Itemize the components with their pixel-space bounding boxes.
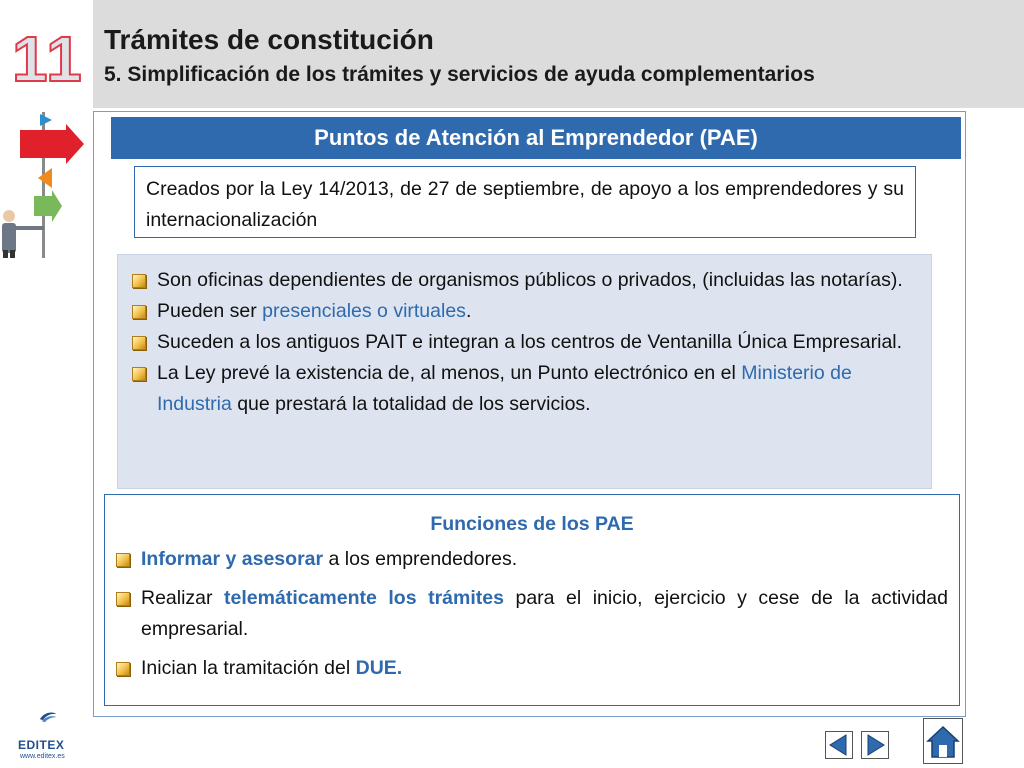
feature-text [157, 358, 917, 420]
feature-text [157, 296, 917, 327]
law-reference-box: Creados por la Ley 14/2013, de 27 de septiembre, de apoyo a los emprendedores y su internacionalización [134, 166, 916, 238]
function-text [141, 544, 948, 575]
house-icon [924, 719, 962, 763]
text-segment: Inician la tramitación del [141, 657, 356, 679]
list-item [132, 265, 917, 296]
text-segment: a los emprendedores. [323, 548, 518, 570]
page-subtitle: 5. Simplificación de los trámites y servicios de ayuda complementarios [104, 63, 815, 86]
prev-slide-button[interactable] [825, 731, 853, 759]
page-title: Trámites de constitución [104, 24, 434, 55]
text-segment: que prestará la totalidad de los servicios. [231, 393, 591, 415]
bold-text: telemáticamente los trámites [224, 587, 504, 609]
checkbox-bullet-icon [132, 274, 146, 288]
triangle-left-icon [826, 732, 852, 758]
feature-text: Suceden a los antiguos PAIT e integran a los centros de Ventanilla Única Empresarial. [157, 331, 903, 353]
pae-banner: Puntos de Atención al Emprendedor (PAE) [111, 117, 961, 159]
checkbox-bullet-icon [116, 662, 130, 676]
text-segment: para el inicio, ejercicio y cese de la actividad empresarial. [141, 587, 948, 640]
features-box [117, 254, 932, 489]
functions-title: Funciones de los PAE [430, 513, 634, 535]
function-text [141, 583, 948, 645]
list-item [132, 296, 917, 327]
bold-text: Informar y asesorar [141, 548, 324, 570]
checkbox-bullet-icon [116, 592, 130, 606]
checkbox-bullet-icon [132, 336, 146, 350]
text-segment: . [465, 300, 472, 322]
text-segment: La Ley prevé la existencia de, al menos, un Punto electrónico en el [157, 362, 742, 384]
editex-url: www.editex.es [20, 753, 65, 760]
checkbox-bullet-icon [116, 553, 130, 567]
triangle-right-icon [862, 732, 888, 758]
highlight-text: presenciales o virtuales [262, 300, 466, 322]
editex-logo-icon [18, 710, 78, 738]
functions-box [104, 494, 960, 706]
function-text [141, 653, 948, 684]
list-item [132, 327, 917, 358]
bold-text: DUE. [355, 657, 403, 679]
highlight-text: Ministerio de Industria [157, 362, 852, 415]
list-item [116, 544, 948, 575]
signpost-illustration-icon [0, 110, 92, 260]
list-item [132, 358, 917, 420]
feature-text: Son oficinas dependientes de organismos públicos o privados, (incluidas las notarías). [157, 269, 903, 291]
text-segment: Pueden ser [157, 300, 263, 322]
home-button[interactable] [923, 718, 963, 764]
next-slide-button[interactable] [861, 731, 889, 759]
text-segment: Realizar [141, 587, 225, 609]
list-item [116, 583, 948, 645]
checkbox-bullet-icon [132, 305, 146, 319]
chapter-number: 11 [12, 23, 84, 95]
checkbox-bullet-icon [132, 367, 146, 381]
editex-logo-text: EDITEX [18, 738, 65, 752]
list-item [116, 653, 948, 684]
